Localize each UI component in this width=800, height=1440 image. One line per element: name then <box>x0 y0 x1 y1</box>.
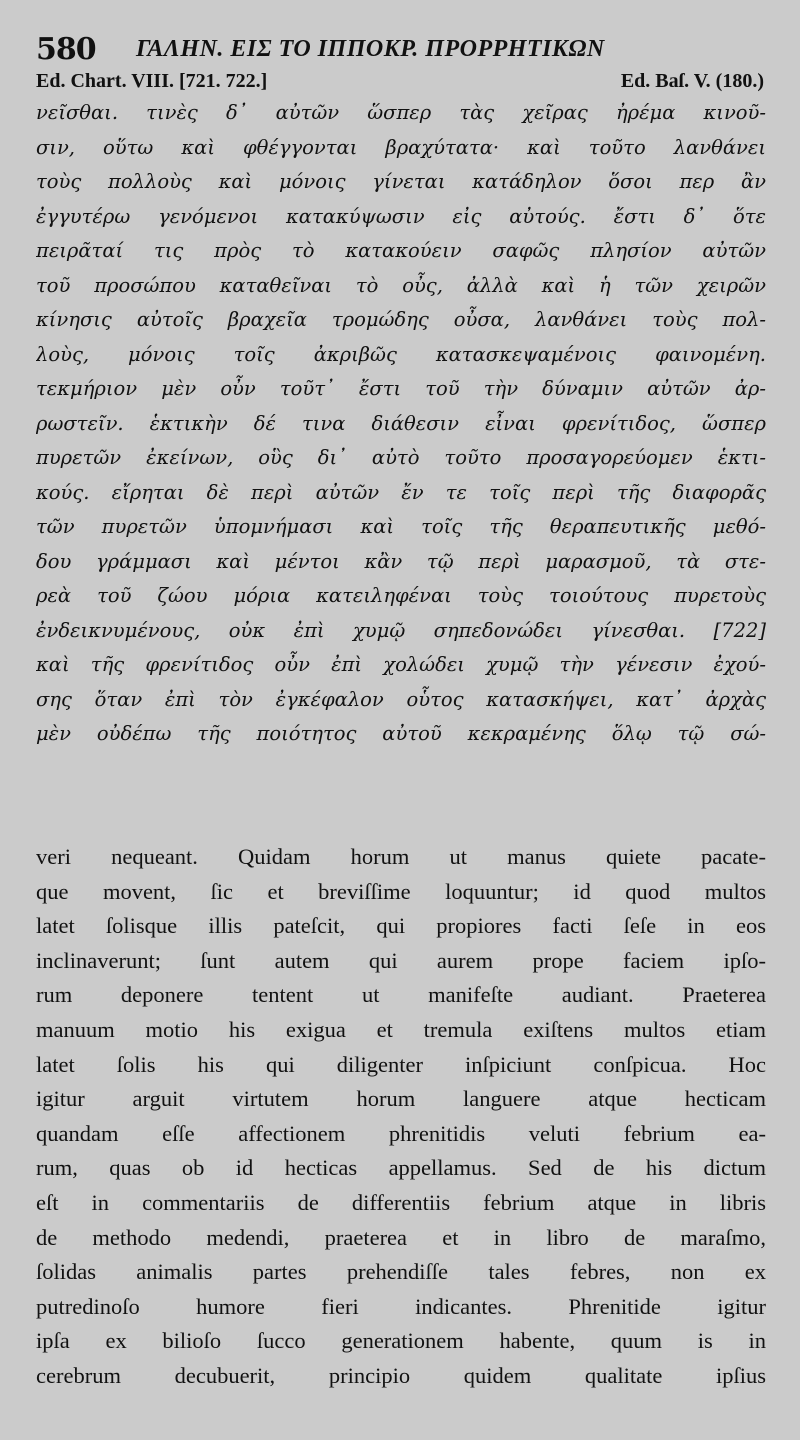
page-number: 580 <box>36 32 96 67</box>
edition-basel-reference: Ed. Baſ. V. (180.) <box>620 70 764 92</box>
running-title: ΓΑΛΗΝ. ΕΙΣ ΤΟ ΙΠΠΟΚΡ. ΠΡΟΡΡΗΤΙΚΩΝ <box>136 36 605 62</box>
greek-line: πειρᾶταί τις πρὸς τὸ κατακούειν σαφῶς πλησίον αὐτῶν <box>36 239 766 262</box>
latin-line: eſt in commentariis de differentiis febrium atque in libris <box>36 1189 766 1215</box>
latin-line: cerebrum decubuerit, principio quidem qualitate ipſius <box>36 1362 766 1388</box>
latin-text-block <box>36 840 766 1394</box>
latin-line: igitur arguit virtutem horum languere atque hecticam <box>36 1086 766 1112</box>
greek-line: τεκμήριον μὲν οὖν τοῦτ᾽ ἔστι τοῦ τὴν δύναμιν αὐτῶν ἀρ- <box>36 377 766 400</box>
greek-line: σιν, οὕτω καὶ φθέγγονται βραχύτατα· καὶ τοῦτο λανθάνει <box>36 135 766 159</box>
greek-line: κίνησις αὐτοῖς βραχεῖα τρομώδης οὖσα, λανθάνει τοὺς πολ- <box>36 308 766 331</box>
greek-line: ἐνδεικνυμένους, οὐκ ἐπὶ χυμῷ σηπεδονώδει γίνεσθαι. [722] <box>36 618 766 642</box>
latin-line: veri nequeant. Quidam horum ut manus quiete pacate- <box>36 844 766 869</box>
latin-line: rum deponere tentent ut manifeſte audiant. Praeterea <box>36 982 766 1008</box>
greek-line: κούς. εἴρηται δὲ περὶ αὐτῶν ἔν τε τοῖς περὶ τῆς διαφορᾶς <box>36 480 766 504</box>
latin-line: que movent, ſic et breviſſime loquuntur; id quod multos <box>36 878 766 904</box>
edition-chartier-reference: Ed. Chart. VIII. [721. 722.] <box>36 70 268 92</box>
latin-line: ipſa ex bilioſo ſucco generationem habente, quum is in <box>36 1328 766 1354</box>
latin-line: manuum motio his exigua et tremula exiſtens multos etiam <box>36 1016 766 1042</box>
latin-line: ſolidas animalis partes prehendiſſe tales febres, non ex <box>36 1259 766 1285</box>
latin-line: latet ſolisque illis pateſcit, qui propiores facti ſeſe in eos <box>36 913 766 939</box>
greek-line: τοῦ προσώπου καταθεῖναι τὸ οὖς, ἀλλὰ καὶ ἡ τῶν χειρῶν <box>36 273 766 297</box>
greek-line: τῶν πυρετῶν ὑπομνήμασι καὶ τοῖς τῆς θεραπευτικῆς μεθό- <box>36 515 766 538</box>
greek-line: ἐγγυτέρω γενόμενοι κατακύψωσιν εἰς αὐτούς. ἔστι δ᾽ ὅτε <box>36 204 766 228</box>
latin-line: putredinoſo humore fieri indicantes. Phrenitide igitur <box>36 1293 766 1319</box>
greek-line: σης ὅταν ἐπὶ τὸν ἐγκέφαλον οὗτος κατασκήψει, κατ᾽ ἀρχὰς <box>36 687 766 711</box>
greek-line: καὶ τῆς φρενίτιδος οὖν ἐπὶ χολώδει χυμῷ τὴν γένεσιν ἐχού- <box>36 653 766 676</box>
greek-line: δου γράμμασι καὶ μέντοι κἂν τῷ περὶ μαρασμοῦ, τὰ στε- <box>36 549 766 573</box>
greek-text-block <box>36 96 766 752</box>
edition-reference-line <box>36 70 764 98</box>
latin-line: quandam eſſe affectionem phrenitidis veluti febrium ea- <box>36 1120 766 1146</box>
greek-line: μὲν οὐδέπω τῆς ποιότητος αὐτοῦ κεκραμένης ὅλῳ τῷ σώ- <box>36 722 766 745</box>
greek-line: τοὺς πολλοὺς καὶ μόνοις γίνεται κατάδηλον ὅσοι περ ἂν <box>36 170 766 193</box>
latin-line: rum, quas ob id hecticas appellamus. Sed de his dictum <box>36 1155 766 1181</box>
page-header <box>36 28 776 68</box>
greek-line: λοὺς, μόνοις τοῖς ἀκριβῶς κατασκεψαμένοις φαινομένη. <box>36 342 766 366</box>
latin-line: inclinaverunt; ſunt autem qui aurem prope faciem ipſo- <box>36 947 766 973</box>
latin-line: de methodo medendi, praeterea et in libro de maraſmo, <box>36 1224 766 1250</box>
greek-line: πυρετῶν ἐκείνων, οὓς δι᾽ αὐτὸ τοῦτο προσαγορεύομεν ἑκτι- <box>36 446 766 469</box>
latin-line: latet ſolis his qui diligenter inſpiciunt conſpicua. Hoc <box>36 1051 766 1077</box>
greek-line: νεῖσθαι. τινὲς δ᾽ αὐτῶν ὥσπερ τὰς χεῖρας ἠρέμα κινοῦ- <box>36 101 766 124</box>
greek-line: ρεὰ τοῦ ζώου μόρια κατειληφέναι τοὺς τοιούτους πυρετοὺς <box>36 584 766 607</box>
greek-line: ρωστεῖν. ἑκτικὴν δέ τινα διάθεσιν εἶναι φρενίτιδος, ὥσπερ <box>36 411 766 435</box>
